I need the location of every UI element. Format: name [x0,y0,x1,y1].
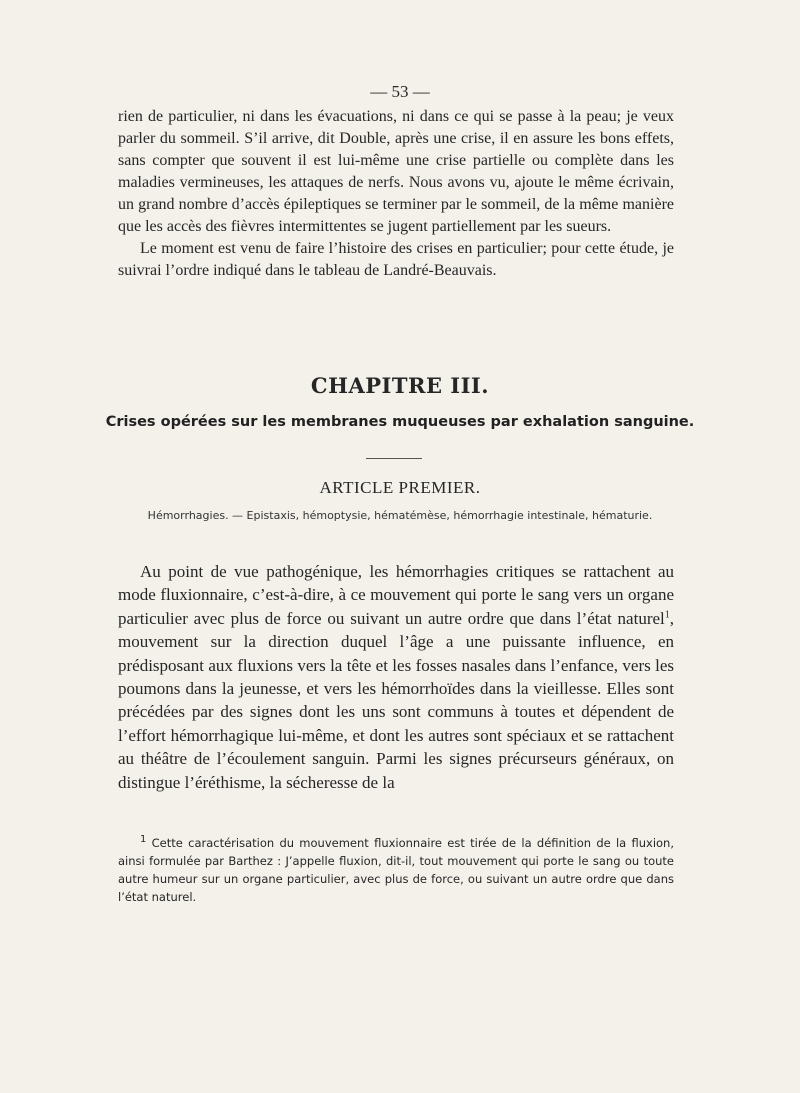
footnote [118,834,674,906]
intro-text [118,106,674,282]
footnote-text: Cette caractérisation du mouvement fluxionnaire est tirée de la définition de la fluxion, ainsi formulée par Barthez : J’appelle fluxion, dit-il, tout mouvement qui porte le sang ou toute autre humeur sur un organe particulier, avec plus de force, ou suivant un autre ordre que dans l’état naturel. [118,836,674,904]
main-paragraph [118,560,674,794]
main-text [118,560,674,794]
main-paragraph-rest: , mouvement sur la direction duquel l’âge a une puissante influence, en prédisposant aux fluxions vers la tête et les fosses nasales dans l’enfance, vers les poumons dans la jeunesse, et vers les hémorrhoïdes dans la vieillesse. Elles sont précédées par des signes dont les uns sont communs à toutes et dépendent de l’effort hémorrhagique lui-même, et dont les autres sont spéciaux et se rattachent au théâtre de l’écoulement sanguin. Parmi les signes précurseurs généraux, on distingue l’éréthisme, la sécheresse de la [118,608,674,792]
footnote-reference: 1 [664,609,670,621]
footnote-mark: 1 [140,834,147,846]
chapter-title: CHAPITRE III. [310,373,490,398]
intro-paragraph-2: Le moment est venu de faire l’histoire des crises en particulier; pour cette étude, je suivrai l’ordre indiqué dans le tableau de Landré-Beauvais. [118,240,674,279]
page-number: — 53 — [370,82,430,101]
footnote-paragraph [118,834,674,906]
section-divider [366,458,422,459]
article-subtitle: Hémorrhagies. — Epistaxis, hémoptysie, hématémèse, hémorrhagie intestinale, hématurie. [147,509,653,522]
chapter-subtitle: Crises opérées sur les membranes muqueuses par exhalation sanguine. [105,414,695,430]
main-paragraph-start: Au point de vue pathogénique, les hémorrhagies critiques se rattachent au mode fluxionnaire, c’est-à-dire, à ce mouvement qui porte le sang vers un organe particulier avec plus de force ou suivant un autre ordre que dans l’état naturel [118,562,674,628]
article-title: ARTICLE PREMIER. [319,478,481,497]
intro-paragraph-1: rien de particulier, ni dans les évacuations, ni dans ce qui se passe à la peau; je veux parler du sommeil. S’il arrive, dit Double, après une crise, il en assure les bons effets, sans compter que souvent il est lui-même une crise partielle ou complète dans les maladies vermineuses, les attaques de nerfs. Nous avons vu, ajoute le même écrivain, un grand nombre d’accès épileptiques se terminer par le sommeil, de la même manière que les accès des fièvres intermittentes se jugent partiellement par les sueurs. [118,108,674,235]
